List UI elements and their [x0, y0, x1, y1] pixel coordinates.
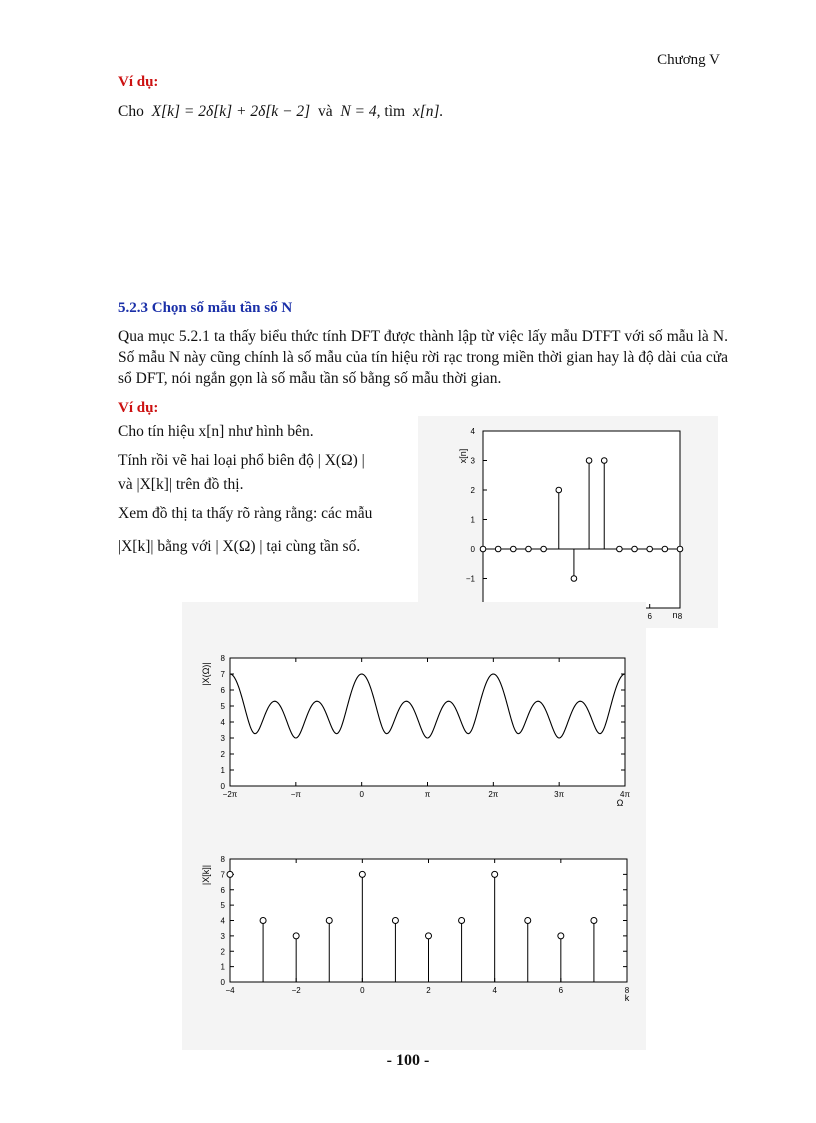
xn-xtick-label: 8: [677, 612, 683, 621]
dft-stem-marker: [359, 871, 365, 877]
example-2-line-4: Xem đồ thị ta thấy rõ ràng rằng: các mẫu: [118, 505, 373, 522]
spectrum-xtick-label: 4π: [620, 790, 630, 799]
dft-stem-chart: [182, 827, 646, 1050]
spectrum-ytick-label: 1: [220, 766, 225, 775]
example-1-text-mid: và: [317, 103, 333, 120]
xn-stem-marker: [617, 546, 623, 552]
example-2-line-3: và |X[k]| trên đồ thị.: [118, 476, 244, 493]
spectrum-xtick-label: −π: [290, 790, 301, 799]
dft-stem-marker: [492, 871, 498, 877]
spectrum-xtick-label: π: [424, 790, 431, 799]
spectrum-ytick-label: 3: [220, 734, 225, 743]
example-2-line-1: Cho tín hiệu x[n] như hình bên.: [118, 423, 314, 440]
xn-stem-marker: [647, 546, 653, 552]
xn-ytick-label: 1: [470, 515, 475, 525]
spectrum-xtick-label: 2π: [488, 790, 499, 799]
example-label-1: Ví dụ:: [118, 74, 159, 90]
dft-stem-marker: [459, 918, 465, 924]
example-1-n-value: N = 4: [340, 103, 377, 120]
spectrum-xtick-label: 3π: [554, 790, 565, 799]
dft-stem-marker: [426, 933, 432, 939]
dft-ytick-label: 4: [220, 916, 225, 926]
xn-plot-frame: [483, 431, 680, 608]
xn-ytick-label: 3: [470, 456, 475, 466]
dft-stem-marker: [260, 918, 266, 924]
spectrum-ylabel: |X(Ω)|: [201, 662, 211, 686]
example-1-text-find: , tìm: [376, 103, 406, 120]
example-1-target: x[n].: [412, 103, 444, 120]
xn-xtick-label: 6: [647, 612, 652, 621]
dft-xtick-label: 4: [492, 986, 497, 995]
xn-ytick-label: 4: [470, 427, 475, 436]
example-1-formula: X[k] = 2δ[k] + 2δ[k − 2]: [151, 103, 311, 120]
spectrum-ytick-label: 4: [220, 718, 225, 727]
spectrum-ytick-label: 0: [220, 782, 225, 791]
xn-stem-marker: [632, 546, 638, 552]
spectrum-plot-panel: [182, 602, 646, 1050]
xn-stem-marker: [495, 546, 501, 552]
example-2-line-5: |X[k]| bằng với | X(Ω) | tại cùng tần số.: [118, 538, 361, 555]
spectrum-xtick-label: −2π: [222, 790, 238, 799]
spectrum-ytick-label: 7: [220, 670, 225, 679]
spectrum-ytick-label: 2: [220, 750, 225, 759]
xn-ytick-label: −1: [465, 574, 475, 584]
section-paragraph: Qua mục 5.2.1 ta thấy biểu thức tính DFT được thành lập từ việc lấy mẫu DTFT với số mẫu là N. Số mẫu N này cũng chính là số mẫu của tín hiệu rời rạc trong miền thời gian hay là độ dài của cửa sổ DFT, nói ngắn gọn là số mẫu tần số bằng số mẫu thời gian.: [118, 328, 728, 387]
dft-stem-marker: [525, 918, 531, 924]
dft-xtick-label: −4: [225, 986, 235, 995]
xn-stem-chart: [418, 416, 718, 628]
dft-ytick-label: 7: [220, 870, 225, 880]
xn-ytick-label: 2: [470, 486, 475, 495]
dft-xtick-label: 8: [624, 986, 630, 995]
spectrum-ytick-label: 6: [220, 686, 225, 695]
spectrum-ytick-label: 5: [220, 702, 225, 711]
dft-ylabel: |X[k]|: [201, 864, 211, 886]
xn-stem-marker: [541, 546, 547, 552]
dft-ytick-label: 0: [220, 978, 225, 987]
dft-ytick-label: 8: [220, 855, 225, 864]
dft-stem-marker: [227, 871, 233, 877]
dft-ytick-label: 1: [220, 962, 225, 972]
xn-stem-marker: [480, 546, 486, 552]
xn-xlabel: n: [672, 610, 678, 620]
spectrum-ytick-label: 8: [220, 654, 225, 663]
chapter-header: Chương V: [657, 52, 720, 68]
spectrum-xlabel: Ω: [616, 798, 624, 808]
xn-plot-panel: [418, 416, 718, 628]
xn-stem-marker: [556, 487, 562, 493]
dft-ytick-label: 5: [220, 901, 225, 911]
example-1-text-pre: Cho: [118, 103, 144, 120]
dft-stem-marker: [591, 918, 597, 924]
dft-ytick-label: 6: [220, 885, 225, 895]
dft-xtick-label: 0: [360, 986, 365, 995]
xn-stem-marker: [586, 458, 592, 464]
dft-stem-marker: [326, 918, 332, 924]
dft-xtick-label: 6: [558, 986, 564, 995]
dft-stem-marker: [558, 933, 564, 939]
spectrum-plot-frame: [230, 658, 625, 786]
xn-stem-marker: [526, 546, 532, 552]
dft-xtick-label: −2: [291, 986, 301, 995]
xn-stem-marker: [662, 546, 668, 552]
dft-stem-marker: [392, 918, 398, 924]
dft-xlabel: k: [624, 993, 630, 1003]
example-2-line-2: Tính rồi vẽ hai loại phổ biên độ | X(Ω) |: [118, 452, 365, 469]
xn-stem-marker: [571, 576, 577, 582]
xn-stem-marker: [601, 458, 607, 464]
xn-stem-marker: [511, 546, 517, 552]
xn-ytick-label: 0: [470, 545, 475, 554]
dft-ytick-label: 2: [220, 947, 225, 957]
dft-stem-marker: [293, 933, 299, 939]
example-label-2: Ví dụ:: [118, 400, 159, 416]
xn-ylabel: x[n]: [458, 448, 468, 464]
dft-ytick-label: 3: [220, 931, 225, 941]
magnitude-spectrum-chart: [182, 602, 646, 827]
page-number: - 100 -: [386, 1052, 430, 1069]
section-title: 5.2.3 Chọn số mẫu tần số N: [118, 300, 293, 316]
spectrum-xtick-label: 0: [359, 790, 364, 799]
xn-stem-marker: [677, 546, 683, 552]
dft-xtick-label: 2: [426, 986, 431, 995]
example-1-statement: [118, 103, 443, 121]
